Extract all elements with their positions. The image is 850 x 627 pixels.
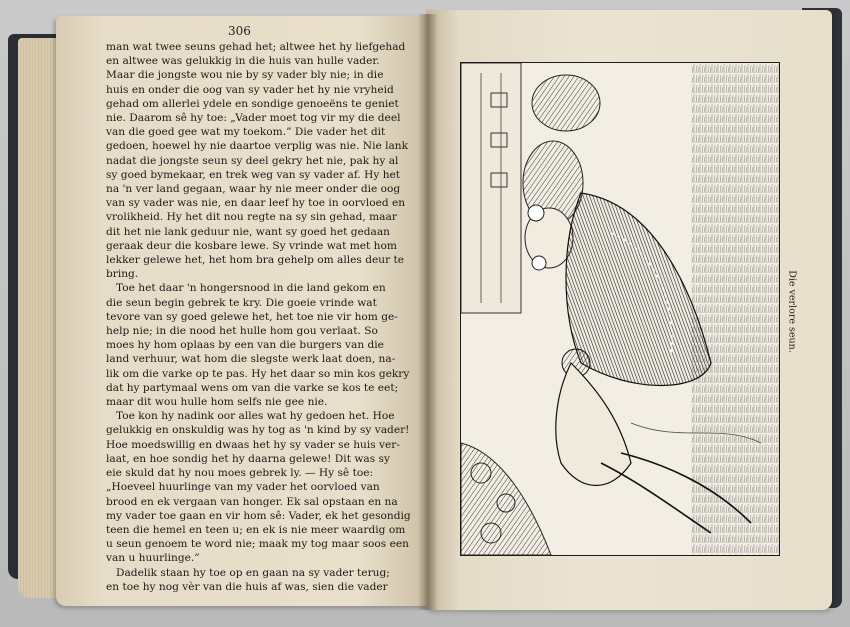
text-line: Dadelik staan hy toe op en gaan na sy vader terug; (116, 566, 390, 579)
text-line: „Hoeveel huurlinge van my vader het oorvloed van (106, 481, 380, 494)
text-line: land verhuur, wat hom die slegste werk laat doen, na- (106, 353, 396, 366)
text-line: lekker gelewe het, het hom bra gehelp om alles deur te (106, 254, 405, 267)
text-line: en altwee was gelukkig in die huis van hulle vader. (106, 55, 380, 68)
book-gutter (418, 14, 438, 610)
text-line: maar dit wou hulle hom selfs nie gee nie. (106, 396, 328, 409)
text-line: lik om die varke op te pas. Hy het daar so min kos gekry (106, 367, 410, 380)
text-line: teen die hemel en teen u; en ek is nie meer waardig om (106, 523, 406, 536)
text-line: eie skuld dat hy nou moes gebrek ly. — Hy sê toe: (106, 467, 374, 480)
text-line: u seun genoem te word nie; maak my tog maar soos een (106, 538, 409, 551)
text-line: Maar die jongste wou nie by sy vader bly nie; in die (106, 69, 384, 82)
text-line: help nie; in die nood het hulle hom gou verlaat. So (106, 325, 378, 338)
caption-text: Die verlore seun. (786, 270, 798, 353)
text-line: van u huurlinge.” (106, 552, 200, 565)
text-line: brood en ek vergaan van honger. Ek sal opstaan en na (106, 495, 398, 508)
text-line: huis en onder die oog van sy vader het hy nie vryheid (106, 83, 394, 96)
text-line: geraak deur die kosbare lewe. Sy vrinde wat met hom (106, 239, 397, 252)
engraving-art (461, 63, 779, 555)
page-number: 306 (228, 24, 251, 38)
text-line: dit het nie lank geduur nie, want sy goed het gedaan (106, 225, 390, 238)
text-line: die seun begin gebrek te kry. Die goeie vrinde wat (106, 296, 377, 309)
text-line: Toe het daar 'n hongersnood in die land gekom en (116, 282, 386, 295)
text-line: nie. Daarom sê hy toe: „Vader moet tog vir my die deel (106, 112, 401, 125)
text-line: vrolikheid. Hy het dit nou regte na sy sin gehad, maar (106, 211, 397, 224)
text-line: en toe hy nog vèr van die huis af was, sien die vader (106, 580, 388, 593)
text-line: sy goed bymekaar, en trek weg van sy vader af. Hy het (106, 168, 401, 181)
text-line: Toe kon hy nadink oor alles wat hy gedoen het. Hoe (116, 410, 395, 423)
text-line: Hoe moedswillig en dwaas het hy sy vader se huis ver- (106, 438, 400, 451)
text-line: gedoen, hoewel hy nie daartoe verplig was nie. Nie lank (106, 140, 409, 153)
illustration-caption (780, 262, 804, 362)
body-text (106, 40, 412, 594)
text-line: nadat die jongste seun sy deel gekry het nie, pak hy al (106, 154, 399, 167)
prodigal-son-illustration (460, 62, 780, 556)
text-line: dat hy partymaal wens om van die varke se kos te eet; (106, 381, 399, 394)
text-line: na 'n ver land gegaan, waar hy nie meer onder die oog (106, 183, 401, 196)
text-line: man wat twee seuns gehad het; altwee het hy liefgehad (106, 41, 406, 53)
text-line: moes hy hom oplaas by een van die burgers van die (106, 339, 384, 352)
text-line: gelukkig en onskuldig was hy tog as 'n kind by sy vader! (106, 424, 410, 437)
text-line: tevore van sy goed gelewe het, het toe nie vir hom ge- (106, 310, 398, 323)
text-line: van sy vader was nie, en daar leef hy toe in oorvloed en (106, 197, 406, 210)
text-line: laat, en hoe sondig het hy daarna gelewe! Dit was sy (106, 452, 390, 465)
text-line: van die goed gee wat my toekom.” Die vader het dit (106, 126, 386, 139)
text-line: my vader toe gaan en vir hom sê: Vader, ek het gesondig (106, 509, 411, 522)
text-line: bring. (106, 268, 139, 281)
text-line: gehad om allerlei ydele en sondige genoeëns te geniet (106, 97, 399, 110)
